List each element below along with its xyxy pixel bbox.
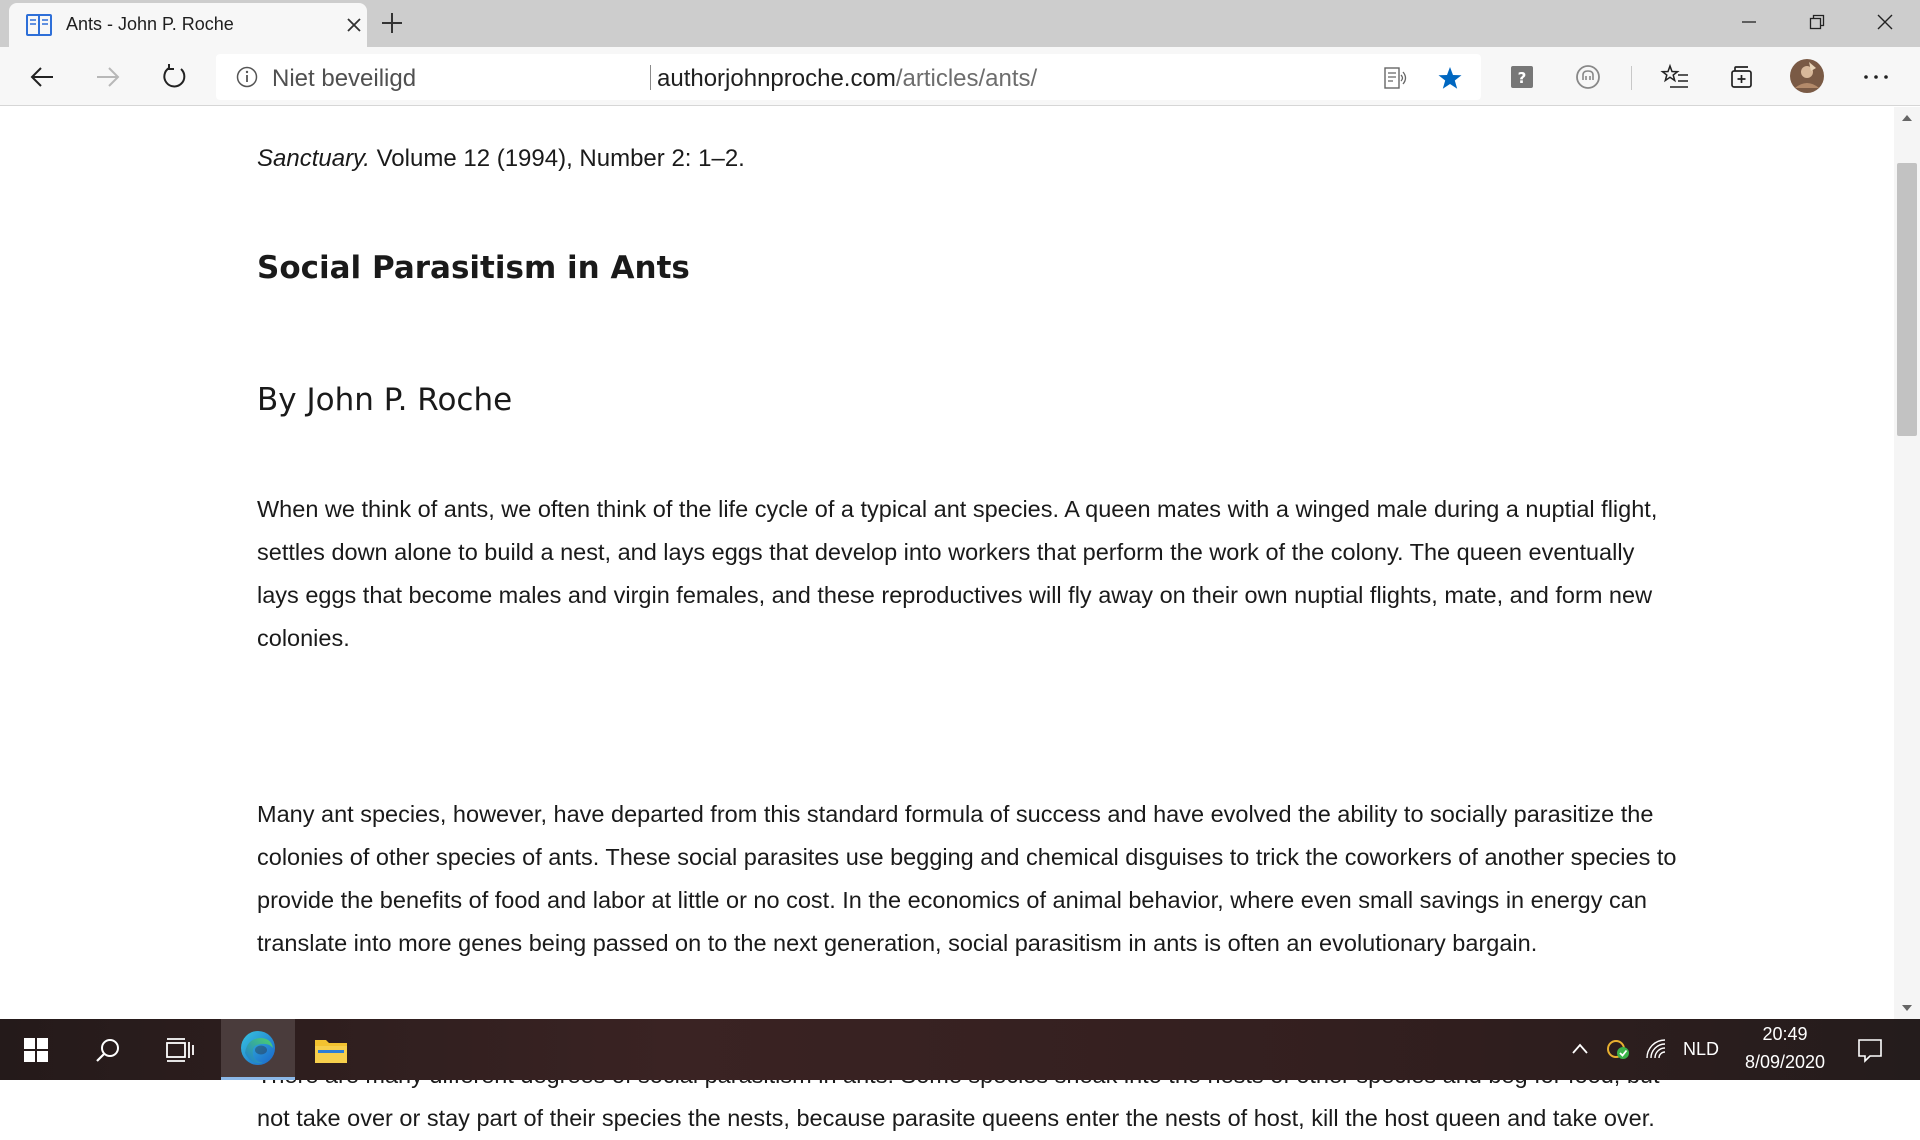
security-check-icon[interactable] xyxy=(1606,1037,1630,1061)
citation-details: Volume 12 (1994), Number 2: 1–2. xyxy=(369,145,745,172)
scroll-up-arrow-icon[interactable] xyxy=(1900,111,1914,125)
article-paragraph: When we think of ants, we often think of the life cycle of a typical ant species. A queen mates with a winged male during a nuptial flight, settles down alone to build a nest, and lays eggs that develop into workers that perform the work of the colony. The queen eventually lays eggs that become males and virgin females, and these reproductives will fly away on their own nuptial flights, mate, and form new colonies. xyxy=(257,496,1658,651)
new-tab-icon[interactable] xyxy=(379,10,405,36)
article-byline: By John P. Roche xyxy=(257,382,513,418)
help-extension-icon xyxy=(1510,65,1534,89)
article-citation xyxy=(257,145,745,173)
scrollbar-thumb[interactable] xyxy=(1897,163,1917,436)
windows-logo-icon xyxy=(24,1038,48,1062)
clock-date: 8/09/2020 xyxy=(1744,1052,1826,1072)
book-favicon-icon xyxy=(26,13,52,37)
close-icon xyxy=(1876,13,1894,31)
search-button[interactable] xyxy=(72,1019,144,1080)
svg-text:?: ? xyxy=(1517,69,1527,87)
security-label[interactable]: Niet beveiligd xyxy=(272,65,417,92)
toolbar-separator xyxy=(1631,66,1632,90)
profile-button[interactable] xyxy=(1787,56,1827,96)
restore-icon xyxy=(1809,14,1825,30)
browser-toolbar xyxy=(0,47,1920,106)
article-paragraph: not take over or stay part of their species the nests, because parasite queens enter the nests of host, kill the host queen and take over. xyxy=(257,1105,1655,1131)
favorites-button[interactable] xyxy=(1655,57,1695,97)
article-title: Social Parasitism in Ants xyxy=(257,250,690,286)
favorites-list-icon xyxy=(1661,63,1689,91)
collections-button[interactable] xyxy=(1721,57,1761,97)
url-domain: authorjohnproche.com xyxy=(657,65,896,92)
chevron-up-icon[interactable] xyxy=(1570,1041,1590,1057)
collections-icon xyxy=(1727,63,1755,91)
favorite-star-icon[interactable] xyxy=(1437,65,1463,91)
folder-icon xyxy=(314,1036,348,1064)
tab-title: Ants - John P. Roche xyxy=(66,14,234,34)
clock[interactable] xyxy=(1730,1019,1840,1080)
url-text[interactable] xyxy=(657,65,1037,93)
taskbar-file-explorer[interactable] xyxy=(295,1019,367,1080)
arrow-right-icon xyxy=(94,63,122,91)
address-separator xyxy=(650,65,651,90)
start-button[interactable] xyxy=(0,1019,72,1080)
url-path: /articles/ants/ xyxy=(895,65,1038,92)
taskbar-edge[interactable] xyxy=(221,1019,295,1080)
task-view-icon xyxy=(166,1038,194,1062)
forward-button[interactable] xyxy=(88,57,128,97)
task-view-button[interactable] xyxy=(144,1019,216,1080)
clock-time: 20:49 xyxy=(1762,1024,1808,1044)
address-bar[interactable] xyxy=(216,54,1481,100)
info-icon[interactable] xyxy=(236,66,258,88)
extension-help-button[interactable] xyxy=(1502,57,1542,97)
close-window-button[interactable] xyxy=(1851,0,1919,44)
arrow-left-icon xyxy=(28,63,56,91)
article-paragraph: Many ant species, however, have departed from this standard formula of success and have evolved the ability to socially parasitize the colonies of other species of ants. These social parasites use begging and chemical disguises to trick the coworkers of another species to provide the benefits of food and labor at little or no cost. In the economics of animal behavior, where even small savings in energy can translate into more genes being passed on to the next generation, social parasitism in ants is often an evolutionary bargain. xyxy=(257,801,1677,956)
more-dots-icon xyxy=(1863,73,1889,81)
citation-journal: Sanctuary. xyxy=(257,145,370,172)
restore-button[interactable] xyxy=(1783,0,1851,44)
scroll-down-arrow-icon[interactable] xyxy=(1900,1001,1914,1015)
search-icon xyxy=(95,1037,121,1063)
input-language[interactable]: NLD xyxy=(1683,1039,1720,1059)
notification-icon[interactable] xyxy=(1857,1037,1883,1063)
vertical-scrollbar[interactable] xyxy=(1894,107,1920,1019)
extension-button[interactable] xyxy=(1568,57,1608,97)
avatar xyxy=(1789,58,1825,94)
tab-strip xyxy=(0,0,1920,47)
extension-circle-icon xyxy=(1575,64,1601,90)
edge-browser-icon xyxy=(239,1029,277,1067)
refresh-icon xyxy=(160,63,188,91)
settings-menu-button[interactable] xyxy=(1856,57,1896,97)
back-button[interactable] xyxy=(22,57,62,97)
minimize-icon xyxy=(1741,14,1757,30)
windows-taskbar xyxy=(0,1019,1920,1080)
refresh-button[interactable] xyxy=(154,57,194,97)
close-tab-icon[interactable] xyxy=(343,14,365,36)
read-aloud-icon[interactable] xyxy=(1383,65,1409,91)
browser-tab[interactable] xyxy=(9,3,367,47)
minimize-button[interactable] xyxy=(1715,0,1783,44)
wifi-icon[interactable] xyxy=(1644,1037,1668,1061)
